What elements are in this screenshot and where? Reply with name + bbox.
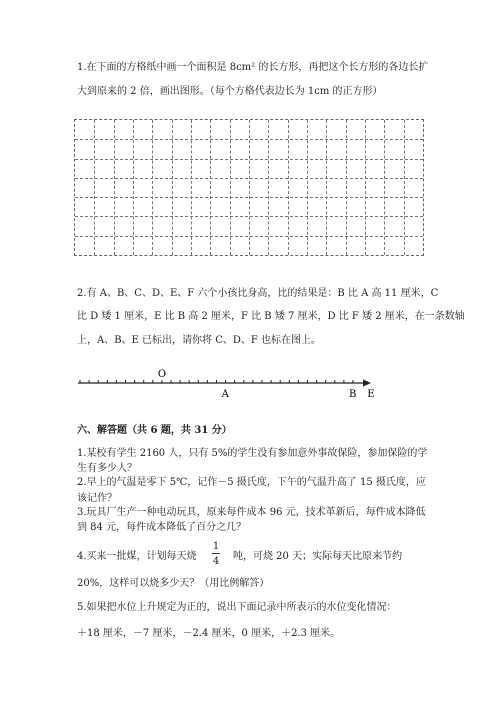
grid-line-horizontal (75, 236, 423, 237)
q4-pre: 4.买来一批煤，计划每天烧 (77, 551, 197, 562)
q4-fraction-bar (212, 553, 220, 554)
grid-paper (74, 119, 424, 256)
q1-line2: 大到原来的 2 倍，画出图形。（每个方格代表边长为 1cm 的正方形） (77, 86, 383, 97)
q1-line1: 1.在下面的方格纸中画一个面积是 8cm² 的长方形，再把这个长方形的各边长扩 (77, 62, 429, 73)
section6-item: 3.玩具厂生产一种电动玩具，原来每件成本 96 元，技术革新后，每件成本降低 (77, 507, 426, 518)
q4-post: 吨，可烧 20 天；实际每天比原来节约 (233, 551, 403, 562)
section6-item: 到 84 元，每件成本降低了百分之几？ (77, 522, 247, 533)
q2-line2: 比 D 矮 1 厘米，E 比 B 高 2 厘米，F 比 B 矮 7 厘米，D 比 F 矮 2 厘米，在一条数轴 (77, 311, 465, 322)
q5-line1: 5.如果把水位上升规定为正的，说出下面记录中所表示的水位变化情况： (77, 602, 397, 613)
q4-fraction-denominator: 4 (212, 556, 220, 567)
number-line-arrow (363, 380, 371, 387)
q2-line1: 2.有 A、B、C、D、E、F 六个小孩比身高，比的结果是：B 比 A 高 11 厘米，C (77, 288, 439, 299)
origin-label: O (157, 369, 167, 380)
section6-item: 该记作？ (77, 493, 117, 504)
section6-title: 六、解答题（共 6 题，共 31 分） (77, 425, 232, 436)
grid-line-horizontal (75, 197, 423, 198)
point-label-e: E (367, 389, 375, 400)
q2-line3: 上，A、B、E 已标出，请你将 C、D、F 也标在图上。 (77, 335, 322, 346)
section6-item: 生有多少人？ (77, 463, 137, 474)
point-label-a: A (221, 389, 229, 400)
q4-fraction-numerator: 1 (212, 541, 220, 552)
q5-line2: ＋18 厘米，－7 厘米，－2.4 厘米，0 厘米，＋2.3 厘米。 (77, 628, 341, 639)
point-label-b: B (349, 389, 357, 400)
grid-line-horizontal (75, 139, 423, 140)
grid-line-horizontal (75, 178, 423, 179)
q4-line2: 20%，这样可以烧多少天？（用比例解答） (77, 578, 270, 589)
grid-line-horizontal (75, 216, 423, 217)
section6-item: 2.早上的气温是零下 5℃，记作－5 摄氏度，下午的气温升高了 15 摄氏度，应 (77, 477, 426, 488)
section6-item: 1.某校有学生 2160 人，只有 5%的学生没有参加意外事故保险，参加保险的学 (77, 448, 428, 459)
grid-line-horizontal (75, 159, 423, 160)
number-line (0, 360, 500, 420)
